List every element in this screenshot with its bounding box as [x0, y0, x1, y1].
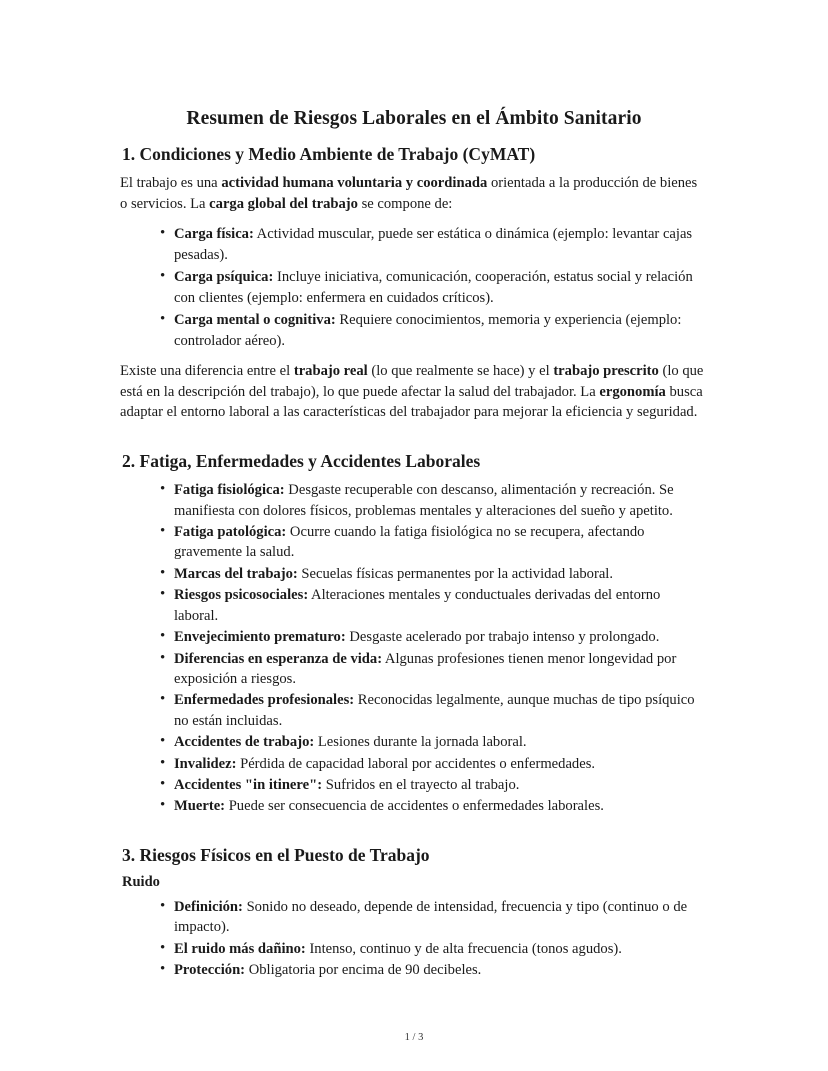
list-item-text: Pérdida de capacidad laboral por accidentes o enfermedades.: [236, 755, 596, 772]
list-item-term: Protección:: [174, 962, 246, 979]
section-1-closing-paragraph: [120, 361, 708, 423]
list-item-term: Marcas del trabajo:: [174, 565, 298, 582]
list-item: [160, 796, 708, 816]
section-heading-1: 1. Condiciones y Medio Ambiente de Trabajo (CyMAT): [122, 144, 536, 164]
list-item-text: Lesiones durante la jornada laboral.: [314, 734, 527, 751]
list-item-text: Puede ser consecuencia de accidentes o enfermedades laborales.: [225, 798, 604, 815]
list-item: [160, 564, 708, 584]
section-2-bullet-list: [120, 480, 708, 817]
list-item: [160, 775, 708, 795]
list-item: [160, 480, 708, 521]
list-item-term: Riesgos psicosociales:: [174, 587, 309, 604]
list-item: [160, 627, 708, 647]
list-item-text: Intenso, continuo y de alta frecuencia (tonos agudos).: [305, 940, 622, 957]
list-item-term: El ruido más dañino:: [174, 940, 306, 957]
section-3-bullet-list: [120, 897, 708, 981]
list-item-text: Requiere conocimientos, memoria y experiencia (ejemplo: controlador aéreo).: [174, 312, 682, 349]
text-bold: ergonomía: [599, 383, 666, 400]
list-item-text: Sonido no deseado, depende de intensidad, frecuencia y tipo (continuo o de impacto).: [174, 898, 688, 936]
list-item-term: Accidentes "in itinere":: [174, 777, 323, 794]
text-bold: trabajo real: [293, 362, 368, 379]
list-item-term: Fatiga fisiológica:: [174, 482, 285, 499]
list-item-term: Carga física:: [174, 226, 254, 243]
text-fragment: El trabajo es una: [120, 175, 222, 191]
section-1-intro-paragraph: [120, 173, 708, 214]
list-item-text: Reconocidas legalmente, aunque muchas de tipo psíquico no están incluidas.: [174, 692, 695, 729]
list-item: [160, 522, 708, 563]
list-item: [160, 310, 708, 351]
subsection-heading-ruido: Ruido: [122, 873, 160, 890]
list-item-term: Enfermedades profesionales:: [174, 692, 355, 709]
list-item: [160, 224, 708, 265]
list-item-text: Ocurre cuando la fatiga fisiológica no se recupera, afectando gravemente la salud.: [174, 523, 645, 561]
list-item: [160, 732, 708, 752]
list-item: [160, 267, 708, 308]
list-item-text: Algunas profesiones tienen menor longevidad por exposición a riesgos.: [174, 650, 677, 687]
page-footer: 1 / 3: [404, 1032, 424, 1043]
list-item-text: Desgaste acelerado por trabajo intenso y prolongado.: [345, 629, 660, 646]
section-gap: [120, 827, 708, 845]
list-item: [160, 897, 708, 938]
text-fragment: se compone de:: [357, 195, 453, 212]
text-fragment: (lo que realmente se hace) y el: [367, 362, 554, 379]
list-item: [160, 939, 708, 959]
section-heading-2: 2. Fatiga, Enfermedades y Accidentes Laborales: [122, 451, 481, 472]
list-item-text: Actividad muscular, puede ser estática o dinámica (ejemplo: levantar cajas pesadas).: [174, 226, 693, 263]
section-1-bullet-list: [120, 224, 708, 351]
list-item-text: Desgaste recuperable con descanso, alimentación y recreación. Se manifiesta con dolores físicos, problemas mentales y alteraciones del sueño y apetito.: [174, 482, 674, 519]
list-item-text: Alteraciones mentales y conductuales derivadas del entorno laboral.: [174, 587, 661, 624]
list-item: [160, 649, 708, 690]
list-item-text: Obligatoria por encima de 90 decibeles.: [245, 962, 482, 979]
list-item: [160, 754, 708, 774]
list-item: [160, 960, 708, 980]
list-item-term: Accidentes de trabajo:: [174, 734, 315, 751]
list-item-term: Diferencias en esperanza de vida:: [174, 650, 383, 667]
text-fragment: orientada a la producción de bienes o servicios. La: [120, 175, 698, 212]
list-item-term: Definición:: [174, 898, 243, 915]
text-bold: carga global del trabajo: [209, 195, 358, 212]
list-item-term: Envejecimiento prematuro:: [174, 629, 346, 646]
list-item-term: Carga mental o cognitiva:: [174, 312, 336, 329]
list-item-text: Sufridos en el trayecto al trabajo.: [322, 777, 520, 794]
list-item-text: Incluye iniciativa, comunicación, cooperación, estatus social y relación con clientes (ejemplo: enfermera en cuidados críticos).: [174, 269, 693, 306]
page-title: Resumen de Riesgos Laborales en el Ámbito Sanitario: [186, 108, 642, 129]
text-fragment: busca adaptar el entorno laboral a las características del trabajador para mejorar la eficiencia y seguridad.: [120, 383, 703, 421]
section-gap: [120, 433, 708, 451]
list-item-term: Fatiga patológica:: [174, 523, 287, 540]
text-fragment: (lo que está en la descripción del trabajo), lo que puede afectar la salud del trabajador. La: [120, 362, 704, 400]
text-bold: actividad humana voluntaria y coordinada: [221, 175, 488, 191]
list-item-term: Muerte:: [174, 798, 226, 815]
list-item: [160, 585, 708, 626]
list-item: [160, 690, 708, 731]
section-heading-3: 3. Riesgos Físicos en el Puesto de Trabajo: [122, 844, 430, 865]
list-item-term: Carga psíquica:: [174, 269, 274, 286]
list-item-term: Invalidez:: [174, 755, 237, 772]
list-item-text: Secuelas físicas permanentes por la actividad laboral.: [297, 565, 614, 582]
text-fragment: Existe una diferencia entre el: [120, 362, 294, 379]
text-bold: trabajo prescrito: [553, 362, 659, 379]
